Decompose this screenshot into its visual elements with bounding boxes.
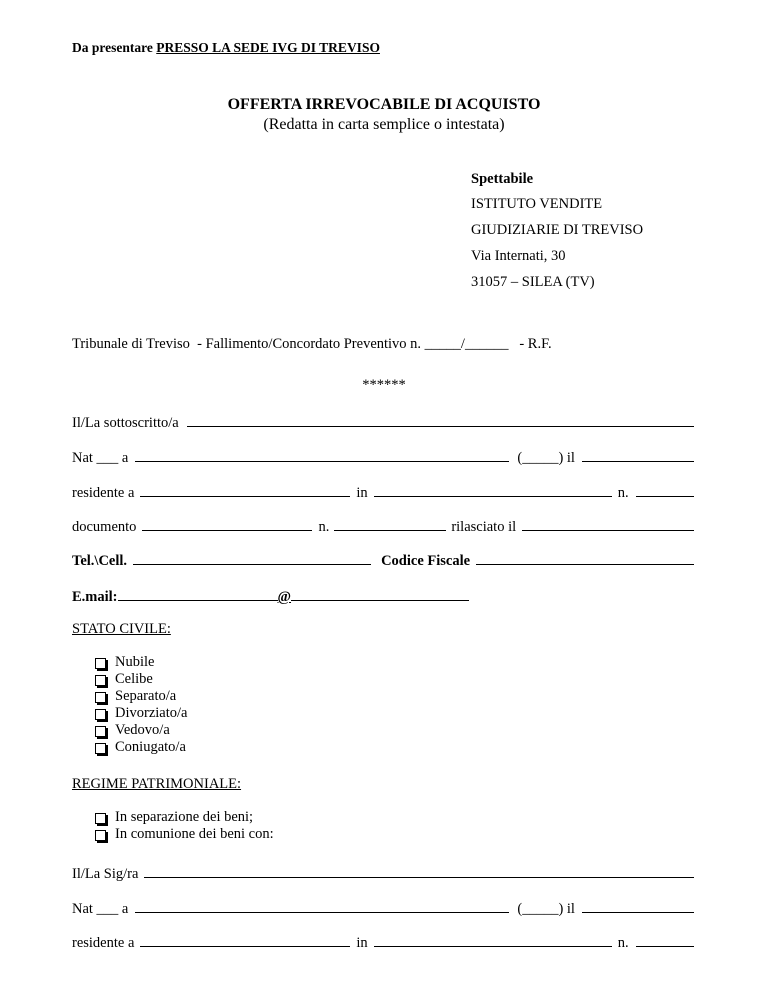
checkbox-separazione[interactable] (95, 813, 106, 824)
resident-label: residente a (72, 485, 135, 501)
email-label: E.mail: (72, 589, 118, 605)
option-celibe: Celibe (115, 671, 153, 687)
option-comunione: In comunione dei beni con: (115, 826, 274, 842)
separator: ****** (362, 377, 406, 393)
tel-label: Tel.\Cell. (72, 553, 128, 569)
spouse-resident-label: residente a (72, 935, 135, 951)
property-regime-heading: REGIME PATRIMONIALE: (72, 776, 242, 792)
document-type-field[interactable] (142, 517, 312, 531)
born-row (72, 448, 694, 467)
checkbox-coniugato[interactable] (95, 743, 106, 754)
spouse-resident-street-field[interactable] (374, 933, 612, 947)
resident-row (72, 483, 694, 502)
option-separazione: In separazione dei beni; (115, 809, 254, 825)
option-vedovo: Vedovo/a (115, 722, 170, 738)
document-row (72, 517, 694, 536)
birthdate-field[interactable] (582, 448, 694, 462)
header-line (72, 40, 380, 56)
recipient-line-4: 31057 – SILEA (TV) (471, 274, 595, 290)
recipient-line-1: ISTITUTO VENDITE (471, 196, 603, 212)
spouse-born-label: Nat ___ a (72, 901, 129, 917)
spouse-label: Il/La Sig/ra (72, 866, 139, 882)
tel-field[interactable] (133, 551, 371, 565)
spouse-resident-city-field[interactable] (140, 933, 350, 947)
tel-row (72, 551, 694, 570)
undersigned-field[interactable] (187, 413, 694, 427)
recipient-salutation: Spettabile (471, 171, 534, 187)
resident-n-label: n. (617, 485, 629, 501)
issued-label: rilasciato il (451, 519, 517, 535)
option-nubile: Nubile (115, 654, 155, 670)
checkbox-nubile[interactable] (95, 658, 106, 669)
resident-street-field[interactable] (374, 483, 612, 497)
checkbox-celibe[interactable] (95, 675, 106, 686)
option-separato: Separato/a (115, 688, 177, 704)
province-field[interactable]: (_____) il (517, 450, 575, 466)
document-n-label: n. (318, 519, 330, 535)
spouse-birthplace-field[interactable] (135, 899, 509, 913)
court-reference: Tribunale di Treviso - Fallimento/Concordato Preventivo n. _____/______ - R.F. (72, 336, 552, 352)
born-label: Nat ___ a (72, 450, 129, 466)
spouse-province-field[interactable]: (_____) il (517, 901, 575, 917)
checkbox-divorziato[interactable] (95, 709, 106, 720)
document-title: OFFERTA IRREVOCABILE DI ACQUISTO (227, 96, 541, 113)
spouse-birthdate-field[interactable] (582, 899, 694, 913)
checkbox-comunione[interactable] (95, 830, 106, 841)
spouse-resident-number-field[interactable] (636, 933, 694, 947)
spouse-in-label: in (356, 935, 368, 951)
undersigned-label: Il/La sottoscritto/a (72, 415, 179, 431)
recipient-line-2: GIUDIZIARIE DI TREVISO (471, 222, 644, 238)
resident-number-field[interactable] (636, 483, 694, 497)
spouse-born-row (72, 899, 694, 918)
spouse-row (72, 864, 694, 883)
resident-city-field[interactable] (140, 483, 350, 497)
issued-date-field[interactable] (522, 517, 694, 531)
birthplace-field[interactable] (135, 448, 509, 462)
option-divorziato: Divorziato/a (115, 705, 188, 721)
document-label: documento (72, 519, 137, 535)
resident-in-label: in (356, 485, 368, 501)
spouse-name-field[interactable] (144, 864, 694, 878)
header-prefix: Da presentare (72, 40, 153, 55)
document-number-field[interactable] (334, 517, 446, 531)
document-subtitle: (Redatta in carta semplice o intestata) (263, 116, 505, 133)
spouse-n-label: n. (617, 935, 629, 951)
header-location: PRESSO LA SEDE IVG DI TREVISO (156, 40, 380, 55)
fiscal-code-field[interactable] (476, 551, 694, 565)
email-user-field[interactable] (118, 587, 278, 601)
checkbox-separato[interactable] (95, 692, 106, 703)
undersigned-row (72, 413, 694, 432)
spouse-resident-row (72, 933, 694, 952)
email-at: @ (277, 589, 292, 605)
recipient-line-3: Via Internati, 30 (471, 248, 566, 264)
fiscal-code-label: Codice Fiscale (381, 553, 471, 569)
civil-status-heading: STATO CIVILE: (72, 621, 171, 637)
checkbox-vedovo[interactable] (95, 726, 106, 737)
email-row (72, 587, 469, 606)
email-domain-field[interactable] (291, 587, 469, 601)
option-coniugato: Coniugato/a (115, 739, 186, 755)
